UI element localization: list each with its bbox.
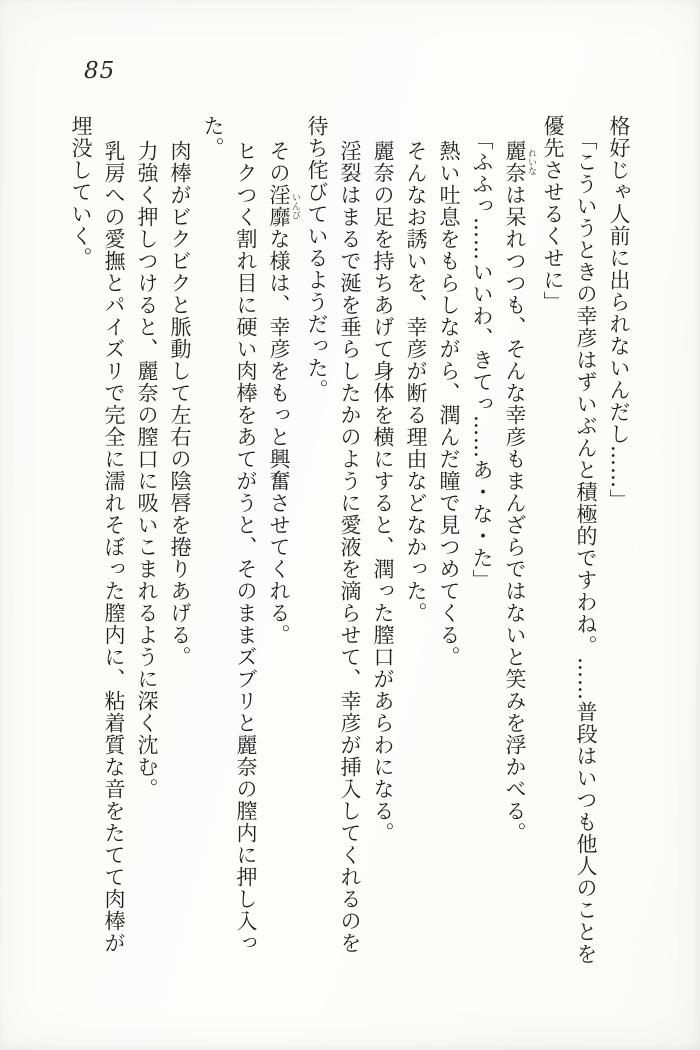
text-line: 麗奈の足を持ちあげて身体を横にすると、潤った膣口があらわになる。 <box>371 140 395 844</box>
text-block <box>69 115 635 965</box>
text-line: 淫裂はまるで涎を垂らしたかのように愛液を滴らせて、幸彦が挿入してくれるのを <box>338 140 362 954</box>
ruby-annotated-word: 麗奈 れいな <box>503 140 536 184</box>
text-line: 「こういうときの幸彦はずいぶんと積極的ですわね。……普段はいつも他人のことを <box>574 129 598 965</box>
text-line: 埋没していく。 <box>69 115 93 269</box>
text-line: 麗奈 れいなは呆れつつも、そんな幸彦もまんざらではないと笑みを浮かべる。 <box>503 140 536 844</box>
text-line: 熱い吐息をもらしながら、潤んだ瞳で見つめてくる。 <box>437 140 461 668</box>
text-line: 待ち侘びているようだった。 <box>305 115 329 401</box>
text-line: 力強く押しつけると、麗奈の膣口に吸いこまれるように深く沈む。 <box>135 140 159 800</box>
ruby-annotated-word: 淫靡 いんび <box>267 184 300 228</box>
text-line: ヒクつく割れ目に硬い肉棒をあてがうと、そのままズブリと麗奈の膣内に押し入っ <box>234 140 258 954</box>
page-number: 85 <box>84 58 116 84</box>
text-line: 「ふふっ……いいわ、きてっ……あ・な・た」 <box>470 129 494 591</box>
text-line: 優先させるくせに」 <box>541 115 565 313</box>
text-line: 肉棒がビクビクと脈動して左右の陰唇を捲りあげる。 <box>168 140 192 668</box>
text-line: そんなお誘いを、幸彦が断る理由などなかった。 <box>404 140 428 624</box>
text-line: その淫靡 いんびな様は、幸彦をもっと興奮させてくれる。 <box>267 140 300 646</box>
text-line: 乳房への愛撫とパイズリで完全に濡れそぼった膣内に、粘着質な音をたてて肉棒が <box>102 140 126 954</box>
text-line: た。 <box>201 115 225 159</box>
text-line: 格好じゃ人前に出られないんだし……」 <box>607 115 631 511</box>
